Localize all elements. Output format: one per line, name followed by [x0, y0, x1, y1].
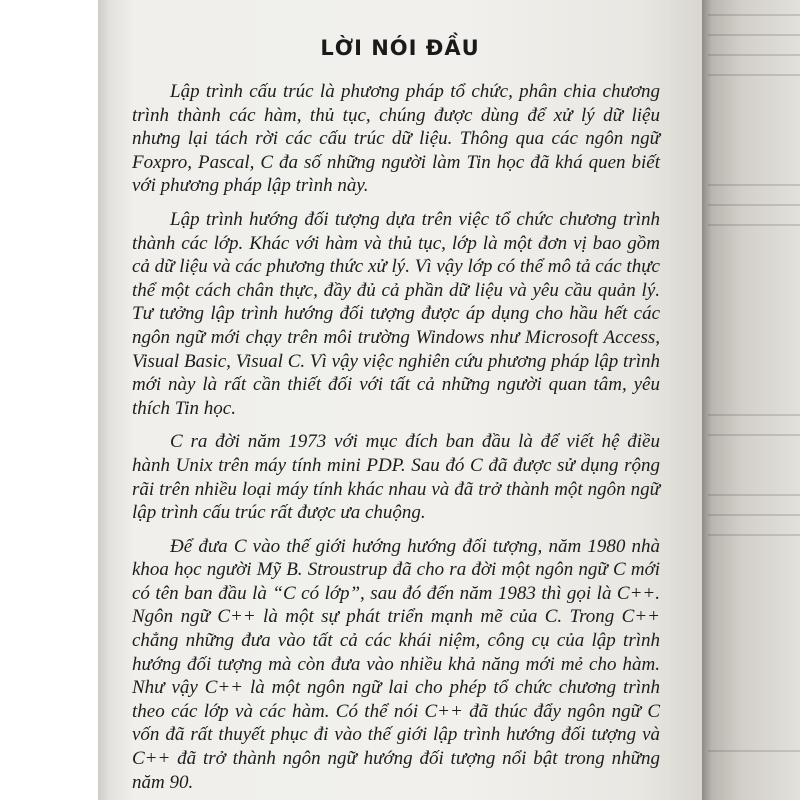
- next-page-edge: [702, 0, 800, 800]
- bleed-text-line: [708, 534, 800, 536]
- bleed-text-line: [708, 414, 800, 416]
- paragraph: Để đưa C vào thế giới hướng hướng đối tượng, năm 1980 nhà khoa học người Mỹ B. Stroustrup đã cho ra đời một ngôn ngữ C mới có tên ban đầu là “C có lớp”, sau đó đến năm 1983 thì gọi là C++. Ngôn ngữ C++ là một sự phát triển mạnh mẽ của C. Trong C++ chẳng những đưa vào tất cả các khái niệm, công cụ của lập trình hướng đối tượng mà còn đưa vào nhiều khả năng mới mẻ cho hàm. Như vậy C++ là một ngôn ngữ lai cho phép tổ chức chương trình theo các lớp và các hàm. Có thể nói C++ đã thúc đẩy ngôn ngữ C vốn đã rất thuyết phục đi vào thế giới lập trình hướng đối tượng và C++ đã trở thành ngôn ngữ hướng đối tượng nổi bật trong những năm 90.: [132, 535, 660, 793]
- paragraph: C ra đời năm 1973 với mục đích ban đầu là để viết hệ điều hành Unix trên máy tính mini PDP. Sau đó C đã được sử dụng rộng rãi trên nhiều loại máy tính khác nhau và đã trở thành một ngôn ngữ lập trình cấu trúc rất được ưa chuộng.: [132, 431, 660, 524]
- bleed-text-line: [708, 434, 800, 436]
- bleed-text-line: [708, 224, 800, 226]
- bleed-text-line: [708, 494, 800, 496]
- bleed-text-line: [708, 184, 800, 186]
- paragraph: Lập trình cấu trúc là phương pháp tổ chức, phân chia chương trình thành các hàm, thủ tục, chúng được dùng để xử lý dữ liệu nhưng lại tách rời các cấu trúc dữ liệu. Thông qua các ngôn ngữ Foxpro, Pascal, C đa số những người làm Tin học đã khá quen biết với phương pháp lập trình này.: [132, 81, 660, 197]
- book-page: [98, 0, 702, 800]
- bleed-text-line: [708, 204, 800, 206]
- bleed-text-line: [708, 34, 800, 36]
- bleed-text-line: [708, 14, 800, 16]
- bleed-text-line: [708, 54, 800, 56]
- bleed-text-line: [708, 750, 800, 752]
- paragraph: Lập trình hướng đối tượng dựa trên việc tổ chức chương trình thành các lớp. Khác với hàm và thủ tục, lớp là một đơn vị bao gồm cả dữ liệu và các phương thức xử lý. Vì vậy lớp có thể mô tả các thực thể một cách chân thực, đầy đủ cả phần dữ liệu và yêu cầu quản lý. Tư tưởng lập trình hướng đối tượng được áp dụng cho hầu hết các ngôn ngữ mới chạy trên môi trường Windows như Microsoft Access, Visual Basic, Visual C. Vì vậy việc nghiên cứu phương pháp lập trình mới này là rất cần thiết đối với tất cả những người quan tâm, yêu thích Tin học.: [132, 208, 660, 419]
- page-title: LỜI NÓI ĐẦU: [320, 36, 480, 60]
- page-body: [132, 80, 660, 800]
- bleed-text-line: [708, 514, 800, 516]
- white-margin: [0, 0, 98, 800]
- bleed-text-line: [708, 74, 800, 76]
